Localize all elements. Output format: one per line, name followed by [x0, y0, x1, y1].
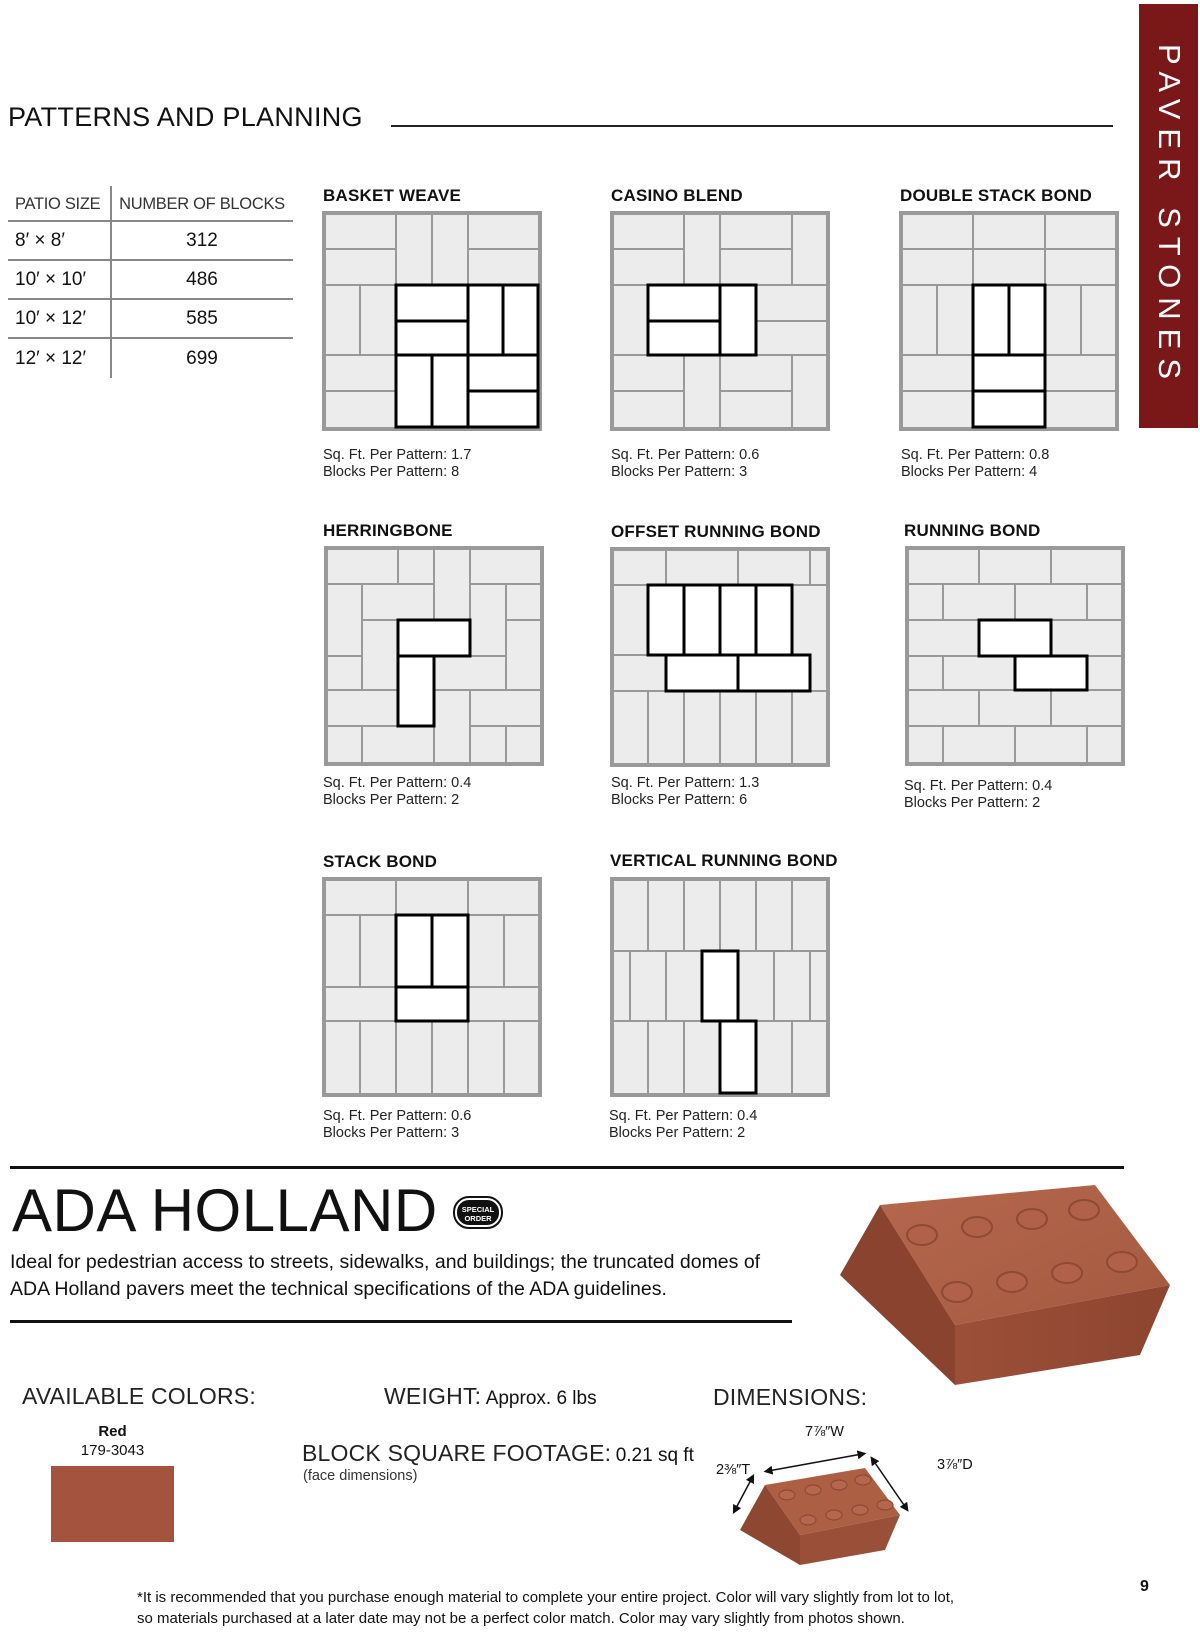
pattern-caption [323, 775, 471, 808]
section-tab-label: PAVER STONES [1151, 43, 1187, 389]
sqft-per-pattern: Sq. Ft. Per Pattern: 0.4 [323, 775, 472, 791]
color-name: Red [98, 1423, 127, 1440]
sqft-per-pattern: Sq. Ft. Per Pattern: 0.6 [323, 1108, 472, 1124]
description-divider [10, 1320, 792, 1323]
patio-size-cell: 10′ × 10′ [15, 268, 87, 290]
dimension-thickness: 2⅜″T [716, 1462, 751, 1478]
block-square-footage-value: 0.21 sq ft [615, 1445, 694, 1466]
available-colors-label: AVAILABLE COLORS: [22, 1383, 256, 1409]
block-square-footage-spec [302, 1440, 694, 1467]
special-order-badge [455, 1198, 501, 1227]
pattern-title-stack-bond: STACK BOND [323, 852, 438, 871]
block-count-cell: 312 [186, 229, 218, 251]
blocks-per-pattern: Blocks Per Pattern: 4 [901, 463, 1038, 480]
running-bond-diagram [905, 546, 1125, 766]
pattern-title-herringbone: HERRINGBONE [323, 521, 453, 540]
weight-value: Approx. 6 lbs [485, 1388, 597, 1409]
pattern-title-running-bond: RUNNING BOND [904, 521, 1041, 540]
casino-blend-diagram [610, 211, 830, 431]
patio-size-cell: 10′ × 12′ [15, 307, 87, 329]
pattern-title-casino-blend: CASINO BLEND [611, 186, 743, 205]
product-title: ADA HOLLAND [12, 1177, 438, 1244]
color-swatch-red [51, 1466, 174, 1542]
pattern-title-vertical-running-bond: VERTICAL RUNNING BOND [610, 851, 838, 870]
table-row [8, 300, 293, 339]
blocks-per-pattern: Blocks Per Pattern: 8 [323, 463, 460, 480]
block-count-cell: 585 [186, 307, 218, 329]
title-divider [391, 125, 1113, 127]
disclaimer-line-1: *It is recommended that you purchase enough material to complete your entire project. Color will vary slightly from lot to lot, [137, 1589, 955, 1606]
pattern-caption [904, 778, 1052, 811]
basket-weave-diagram [322, 211, 542, 431]
pattern-title-offset-running-bond: OFFSET RUNNING BOND [611, 522, 821, 541]
dimensions-label: DIMENSIONS: [713, 1384, 868, 1410]
pattern-caption [609, 1108, 757, 1141]
pattern-caption [901, 447, 1049, 480]
blocks-per-pattern: Blocks Per Pattern: 2 [609, 1124, 746, 1141]
dimension-depth: 3⅞″D [937, 1457, 973, 1473]
section-divider [10, 1166, 1124, 1169]
weight-spec [384, 1383, 597, 1410]
blocks-per-pattern: Blocks Per Pattern: 3 [611, 463, 748, 480]
face-dimensions-note: (face dimensions) [303, 1468, 418, 1484]
patio-size-cell: 12′ × 12′ [15, 347, 87, 369]
stack-bond-diagram [322, 877, 542, 1097]
section-tab [1139, 4, 1198, 428]
blocks-per-pattern: Blocks Per Pattern: 2 [323, 791, 460, 808]
page-title: PATTERNS AND PLANNING [8, 102, 363, 132]
pattern-caption [611, 447, 759, 480]
sqft-per-pattern: Sq. Ft. Per Pattern: 0.8 [901, 447, 1050, 463]
product-description: Ideal for pedestrian access to streets, sidewalks, and buildings; the truncated domes of ADA Holland pavers meet the technical specifications of the ADA guidelines. [10, 1251, 761, 1300]
disclaimer-line-2: so materials purchased at a later date may not be a perfect color match. Color may vary slightly from photos shown. [137, 1610, 905, 1627]
patio-size-table [8, 186, 293, 378]
herringbone-diagram [324, 546, 544, 766]
patio-size-cell: 8′ × 8′ [15, 229, 65, 251]
pattern-title-double-stack-bond: DOUBLE STACK BOND [900, 186, 1092, 205]
blocks-per-pattern: Blocks Per Pattern: 3 [323, 1124, 460, 1141]
pattern-title-basket-weave: BASKET WEAVE [323, 186, 462, 205]
ada-holland-brick-photo [840, 1185, 1170, 1385]
table-row [8, 339, 293, 378]
dimensions-brick-diagram [710, 1440, 950, 1570]
block-square-footage-label: BLOCK SQUARE FOOTAGE: [302, 1440, 612, 1466]
pattern-caption [323, 1108, 471, 1141]
offset-running-bond-diagram [610, 547, 830, 767]
badge-line-1: SPECIAL [461, 1205, 495, 1214]
block-count-cell: 486 [186, 268, 218, 290]
table-row [8, 222, 293, 261]
blocks-per-pattern: Blocks Per Pattern: 2 [904, 794, 1041, 811]
column-header-patio-size: PATIO SIZE [15, 195, 101, 213]
block-count-cell: 699 [186, 347, 218, 369]
pattern-caption [323, 447, 471, 480]
sqft-per-pattern: Sq. Ft. Per Pattern: 1.7 [323, 447, 472, 463]
badge-line-2: ORDER [464, 1214, 492, 1223]
table-row [8, 261, 293, 300]
page-number: 9 [1140, 1578, 1149, 1595]
vertical-running-bond-diagram [610, 877, 830, 1097]
double-stack-bond-diagram [899, 211, 1119, 431]
sqft-per-pattern: Sq. Ft. Per Pattern: 0.4 [904, 778, 1053, 794]
weight-label: WEIGHT: [384, 1383, 482, 1409]
color-code: 179-3043 [80, 1442, 145, 1459]
dimension-width: 7⅞″W [805, 1424, 844, 1440]
sqft-per-pattern: Sq. Ft. Per Pattern: 0.4 [609, 1108, 758, 1124]
pattern-caption [611, 775, 759, 808]
sqft-per-pattern: Sq. Ft. Per Pattern: 1.3 [611, 775, 760, 791]
blocks-per-pattern: Blocks Per Pattern: 6 [611, 791, 748, 808]
table-header [8, 186, 293, 222]
disclaimer-note [137, 1587, 954, 1629]
sqft-per-pattern: Sq. Ft. Per Pattern: 0.6 [611, 447, 760, 463]
column-header-number-of-blocks: NUMBER OF BLOCKS [119, 195, 285, 213]
